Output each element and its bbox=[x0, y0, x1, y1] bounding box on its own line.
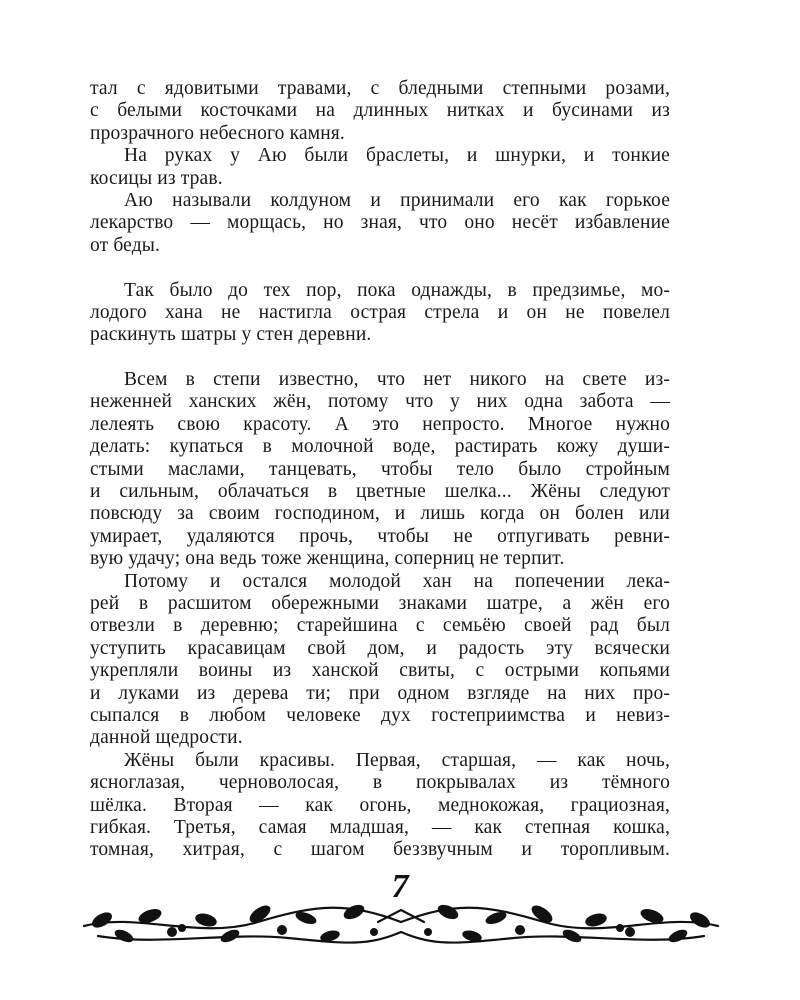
text-line: Всем в степи известно, что нет никого на свете из- bbox=[124, 369, 670, 391]
text-line: стыми маслами, танцевать, чтобы тело было стройным bbox=[90, 458, 670, 480]
text-line: прозрачного небесного камня. bbox=[90, 122, 345, 144]
text-line: неженней ханских жён, потому что у них одна забота — bbox=[90, 391, 670, 413]
text-line: сыпался в любом человеке дух гостеприимства и невиз- bbox=[90, 704, 670, 726]
text-line: лекарство — морщась, но зная, что оно несёт избавление bbox=[90, 212, 670, 234]
text-line: делать: купаться в молочной воде, растирать кожу души- bbox=[90, 436, 670, 458]
text-line: Аю называли колдуном и принимали его как горькое bbox=[124, 189, 670, 211]
text-line: данной щедрости. bbox=[90, 727, 243, 749]
page-body bbox=[90, 78, 670, 862]
text-line: раскинуть шатры у стен деревни. bbox=[90, 324, 372, 346]
leafy-vine-ornament-icon bbox=[78, 892, 724, 952]
paragraph-gap bbox=[90, 257, 670, 279]
text-line: лодого хана не настигла острая стрела и он не повелел bbox=[90, 301, 670, 323]
text-line: томная, хитрая, с шагом беззвучным и торопливым. bbox=[90, 839, 670, 861]
text-line: отвезли в деревню; старейшина с семьёю своей рад был bbox=[90, 615, 670, 637]
text-line: тал с ядовитыми травами, с бледными степными розами, bbox=[90, 78, 670, 99]
text-line: На руках у Аю были браслеты, и шнурки, и тонкие bbox=[124, 145, 670, 167]
text-line: умирает, удаляются прочь, чтобы не отпугивать ревни- bbox=[90, 525, 670, 547]
text-line: Так было до тех пор, пока однажды, в предзимье, мо- bbox=[124, 279, 670, 301]
text-line: вую удачу; она ведь тоже женщина, соперниц не терпит. bbox=[90, 548, 565, 570]
text-line: и луками из дерева ти; при одном взгляде на них про- bbox=[90, 682, 670, 704]
text-line: рей в расшитом обережными знаками шатре, а жён его bbox=[90, 592, 670, 614]
text-line: укрепляли воины из ханской свиты, с острыми копьями bbox=[90, 660, 670, 682]
text-line: и сильным, облачаться в цветные шелка... Жёны следуют bbox=[90, 481, 670, 503]
text-line: шёлка. Вторая — как огонь, меднокожая, грациозная, bbox=[90, 794, 670, 816]
text-line: ясноглазая, черноволосая, в покрывалах из тёмного bbox=[90, 772, 670, 794]
text-line: Потому и остался молодой хан на попечении лека- bbox=[124, 570, 670, 592]
text-line: с белыми косточками на длинных нитках и бусинами из bbox=[90, 100, 670, 122]
text-line: повсюду за своим господином, и лишь когда он болен или bbox=[90, 503, 670, 525]
page-number: 7 bbox=[391, 868, 409, 905]
paragraph-gap bbox=[90, 347, 670, 369]
text-line: гибкая. Третья, самая младшая, — как степная кошка, bbox=[90, 816, 670, 838]
text-line: косицы из трав. bbox=[90, 167, 223, 189]
text-line: Жёны были красивы. Первая, старшая, — как ночь, bbox=[124, 749, 670, 771]
text-line: уступить красавицам свой дом, и радость эту всячески bbox=[90, 637, 670, 659]
text-line: лелеять свою красоту. А это непросто. Многое нужно bbox=[90, 413, 670, 435]
text-line: от беды. bbox=[90, 234, 161, 256]
